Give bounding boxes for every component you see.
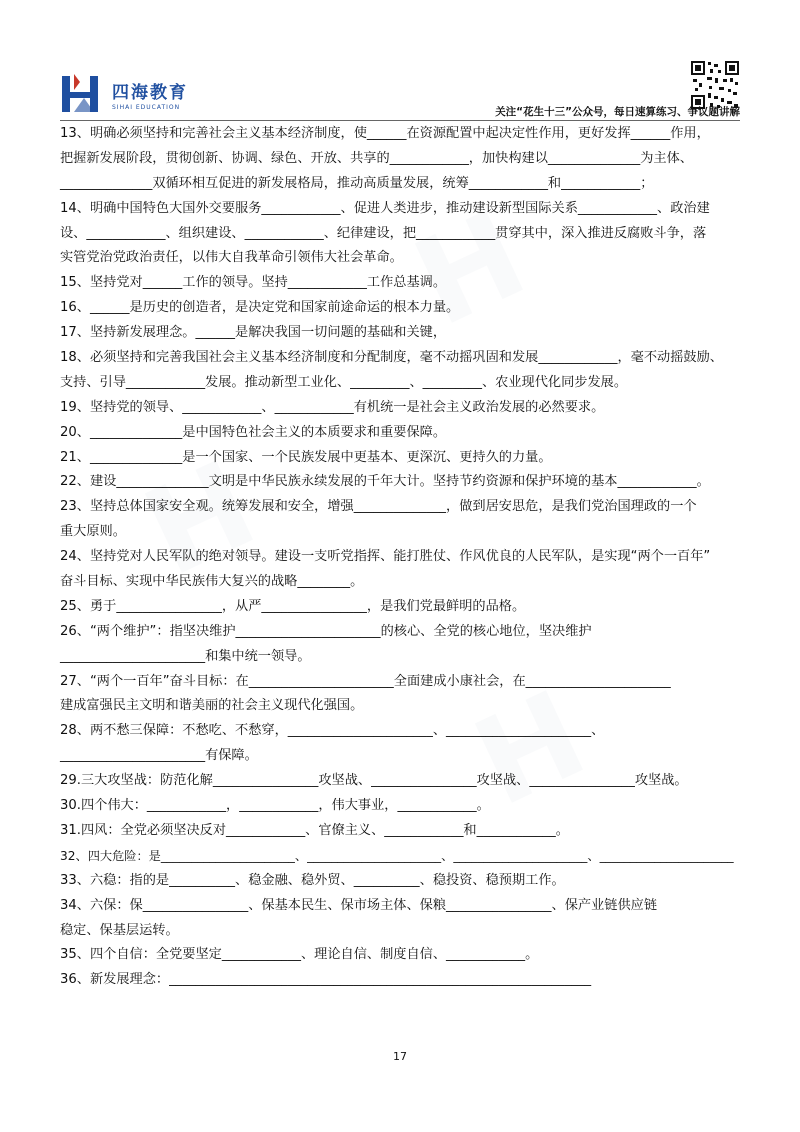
text-line: 支持、引导____________发展。推动新型工业化、_________、_________、农业现代化同步发展。 — [60, 374, 628, 390]
text-line: 25、勇于________________，从严________________，是我们党最鲜明的品格。 — [60, 598, 526, 614]
text-line: 31.四风：全党必须坚决反对____________、官僚主义、____________和____________。 — [60, 822, 569, 838]
text-line: 36、新发展理念：________________________________________________________________ — [60, 972, 592, 988]
text-line: 20、______________是中国特色社会主义的本质要求和重要保障。 — [60, 424, 447, 440]
text-line: 奋斗目标、实现中华民族伟大复兴的战略________。 — [60, 574, 364, 590]
text-line: 32、四大危险：是______________________、______________________、______________________、______________________ — [60, 848, 734, 863]
page-number: 17 — [393, 1050, 407, 1063]
text-line: ______________双循环相互促进的新发展格局，推动高质量发展，统筹____________和____________； — [60, 175, 654, 191]
text-line: 23、坚持总体国家安全观。统筹发展和安全，增强______________，做到居安思危，是我们党治国理政的一个 — [60, 499, 697, 515]
logo-mark-icon — [60, 72, 106, 116]
brand-logo — [60, 72, 188, 116]
text-line: 把握新发展阶段，贯彻创新、协调、绿色、开放、共享的____________，加快构建以______________为主体、 — [60, 150, 693, 166]
text-line: 建成富强民主文明和谐美丽的社会主义现代化强国。 — [60, 698, 364, 714]
text-line: 30.四个伟大：____________，____________，伟大事业，____________。 — [60, 798, 490, 814]
text-line: 13、明确必须坚持和完善社会主义基本经济制度，使______在资源配置中起决定性作用，更好发挥______作用， — [60, 126, 710, 141]
text-line: 34、六保：保________________、保基本民生、保市场主体、保粮________________、保产业链供应链 — [60, 897, 658, 913]
text-line: 设、____________、组织建设、____________、纪律建设，把____________贯穿其中，深入推进反腐败斗争，落 — [60, 225, 707, 241]
text-line: 实管党治党政治责任，以伟大自我革命引领伟大社会革命。 — [60, 250, 403, 266]
text-line: 26、“两个维护”：指坚决维护______________________的核心、全党的核心地位，坚决维护 — [60, 623, 592, 639]
text-line: 16、______是历史的创造者，是决定党和国家前途命运的根本力量。 — [60, 300, 460, 316]
text-line: 21、______________是一个国家、一个民族发展中更基本、更深沉、更持久的力量。 — [60, 449, 552, 465]
text-line: 17、坚持新发展理念。______是解决我国一切问题的基础和关键， — [60, 325, 447, 341]
logo-text: 四海教育 — [112, 82, 188, 103]
page-header — [60, 60, 740, 122]
header-tagline: 关注“花生十三”公众号，每日速算练习、争议题讲解 — [495, 106, 740, 118]
text-line: 29.三大攻坚战：防范化解________________攻坚战、________________攻坚战、________________攻坚战。 — [60, 773, 688, 789]
text-line: 35、四个自信：全党要坚定____________、理论自信、制度自信、____________。 — [60, 947, 539, 963]
text-line: 稳定、保基层运转。 — [60, 922, 179, 938]
text-line: 18、必须坚持和完善我国社会主义基本经济制度和分配制度，毫不动摇巩固和发展____________，毫不动摇鼓励、 — [60, 350, 723, 366]
text-line: ______________________有保障。 — [60, 748, 258, 764]
text-line: 27、“两个一百年”奋斗目标：在______________________全面建成小康社会，在______________________ — [60, 673, 671, 689]
logo-subtext: SIHAI EDUCATION — [112, 103, 181, 111]
text-line: 14、明确中国特色大国外交要服务____________、促进人类进步，推动建设新型国际关系____________、政治建 — [60, 200, 710, 216]
text-line: ______________________和集中统一领导。 — [60, 648, 311, 664]
text-line: 19、坚持党的领导、____________、____________有机统一是社会主义政治发展的必然要求。 — [60, 399, 605, 415]
text-line: 22、建设______________文明是中华民族永续发展的千年大计。坚持节约资源和保护环境的基本____________。 — [60, 474, 710, 490]
text-line: 15、坚持党对______工作的领导。坚持____________工作总基调。 — [60, 275, 447, 291]
header-divider — [60, 120, 740, 121]
text-line: 33、六稳：指的是__________、稳金融、稳外贸、__________、稳投资、稳预期工作。 — [60, 872, 565, 888]
question-list — [60, 122, 743, 993]
text-line: 24、坚持党对人民军队的绝对领导。建设一支听党指挥、能打胜仗、作风优良的人民军队，是实现“两个一百年” — [60, 549, 711, 565]
text-line: 28、两不愁三保障：不愁吃、不愁穿，______________________、______________________、 — [60, 723, 605, 739]
qr-code-icon — [690, 60, 740, 110]
text-line: 重大原则。 — [60, 524, 126, 540]
